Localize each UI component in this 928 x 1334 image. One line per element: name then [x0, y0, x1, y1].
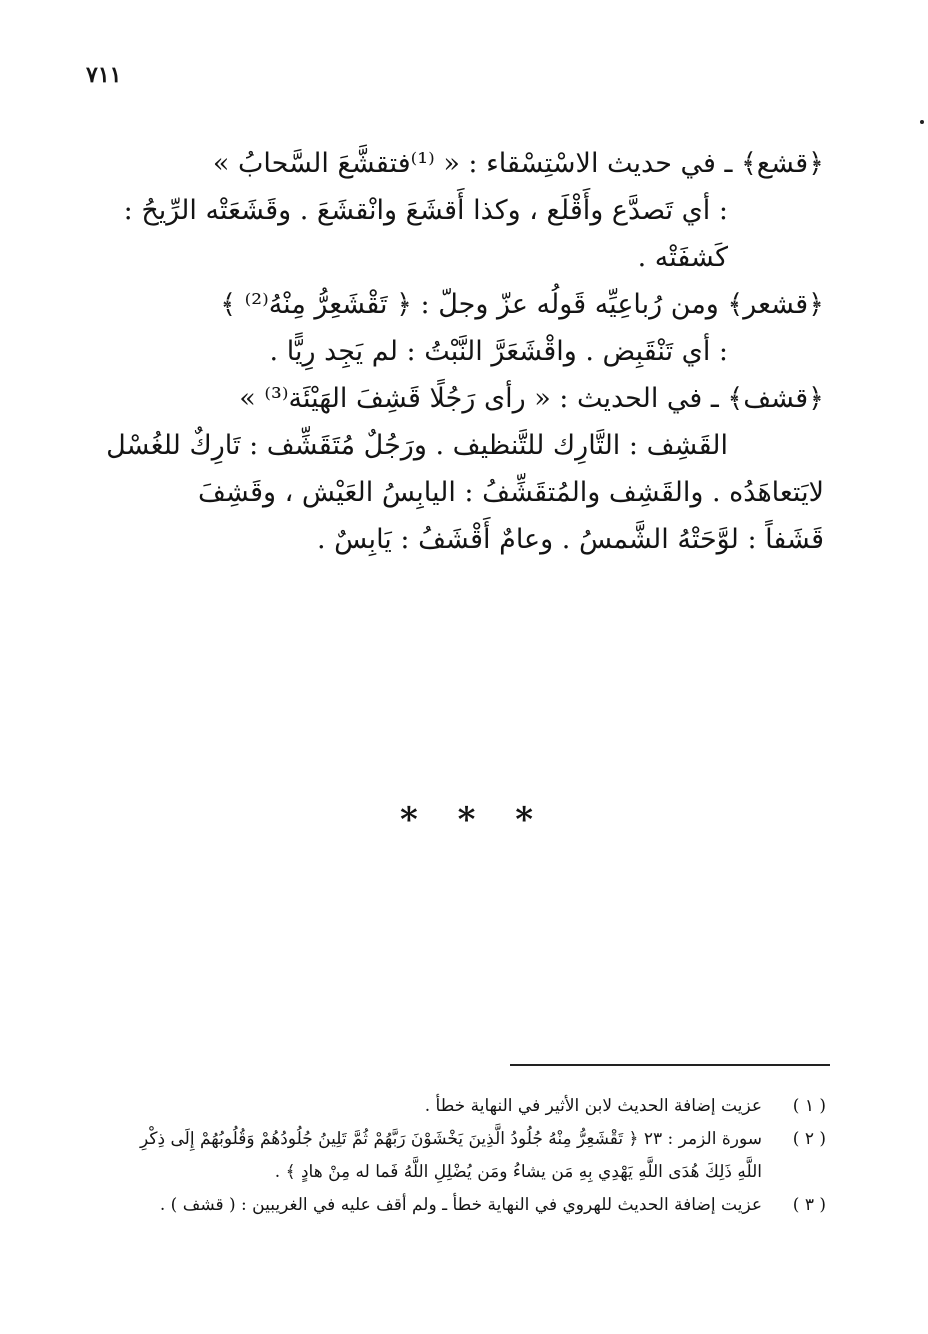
footnote-text: اللَّهِ ذَلِكَ هُدَى اللَّهِ يَهْدِي بِهِ مَن يشاءُ ومَن يُضْلِلِ اللَّهُ فَما له مِنْ هادٍ ﴾ . — [274, 1162, 762, 1182]
entry-headline: ﴿قشع﴾ ـ في حديث الاسْتِسْقاء : « ⁽¹⁾فتقشَّعَ السَّحابُ » — [212, 148, 824, 179]
footnote-number: ( ٣ ) — [792, 1195, 826, 1215]
footnote-text: عزيت إضافة الحديث للهروي في النهاية خطأ ـ ولم أقف عليه في الغريبين : ( قشف ) . — [159, 1195, 762, 1215]
footnote-number: ( ١ ) — [792, 1096, 826, 1116]
entry-body-line: كَشفَتْه . — [637, 242, 728, 273]
entry-qasha — [72, 140, 824, 281]
footnote-3 — [80, 1189, 826, 1222]
entry-body-line: القَشِف : التَّارِك للتَّنظيف . ورَجُلٌ مُتَقَشِّف : تَارِكٌ للغُسْل — [106, 430, 728, 461]
entry-body-line: : أي تَنْقَبِض . واقْشَعَرَّ النَّبْتُ : لم يَجِد رِيًّا . — [269, 336, 728, 367]
entry-body-line: لايَتعاهَدُه . والقَشِف والمُتقَشِّفُ : اليابِسُ العَيْش ، وقَشِفَ — [198, 477, 824, 508]
footnote-text: سورة الزمر : ٢٣ ﴿ تَقْشَعِرُّ مِنْهُ جُلُودُ الَّذِينَ يَخْشَوْنَ رَبَّهُمْ ثُمَّ تَلِينُ جُلُودُهُمْ وَقُلُوبُهُمْ إِلَى ذِكْرِ — [140, 1129, 762, 1149]
page-number: ٧١١ — [86, 62, 122, 88]
footnote-2 — [80, 1123, 826, 1189]
entry-body-line: : أي تَصدَّع وأَقْلَع ، وكذا أَقشَعَ وانْقشَعَ . وقَشَعَتْه الرِّيحُ : — [123, 195, 728, 226]
footnote-number: ( ٢ ) — [792, 1129, 826, 1149]
footnote-divider — [510, 1064, 830, 1066]
entry-headline: ﴿قشعر﴾ ومن رُباعِيِّه قَولُه عزّ وجلّ : ﴿ تَقْشَعِرُّ مِنْهُ⁽²⁾ ﴾ — [220, 289, 824, 320]
entry-body-line: قَشَفاً : لوَّحَتْهُ الشَّمسُ . وعامٌ أَقْشَفُ : يَابِسٌ . — [316, 524, 824, 555]
entry-headline: ﴿قشف﴾ ـ في الحديث : « رأى رَجُلًا قَشِفَ الهَيْئَة⁽³⁾ » — [239, 383, 824, 414]
margin-mark — [920, 120, 924, 124]
footnotes — [80, 1090, 826, 1222]
entry-qashar — [72, 281, 824, 375]
entry-qashaf — [72, 375, 824, 563]
section-separator: * * * — [400, 800, 548, 840]
main-text — [72, 140, 824, 563]
footnote-text: عزيت إضافة الحديث لابن الأثير في النهاية خطأ . — [424, 1096, 762, 1116]
footnote-1 — [80, 1090, 826, 1123]
